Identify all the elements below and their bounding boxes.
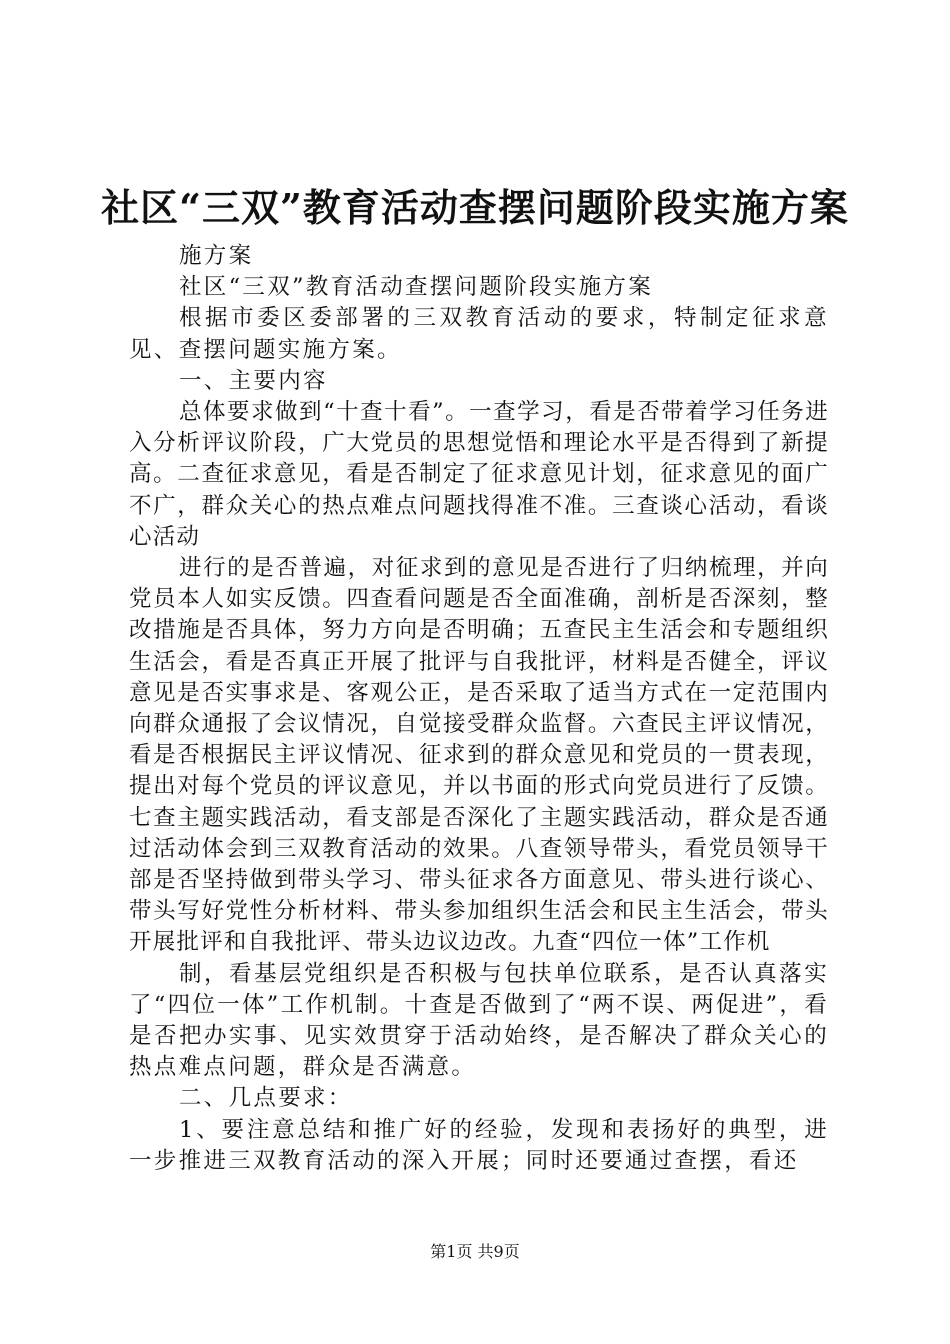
paragraph-mechanism: 制，看基层党组织是否积极与包扶单位联系，是否认真落实了“四位一体”工作机制。十查是否做到了“两不误、两促进”，看是否把办实事、见实效贯穿于活动始终，是否解决了群众关心的热点难点问题，群众是否满意。 <box>129 960 830 1081</box>
document-body <box>129 241 829 1177</box>
section-heading-main-content: 一、主要内容 <box>179 367 328 394</box>
section-heading-requirements: 二、几点要求： <box>179 1085 353 1112</box>
paragraph-checks: 进行的是否普遍，对征求到的意见是否进行了归纳梳理，并向党员本人如实反馈。四查看问题是否全面准确，剖析是否深刻，整改措施是否具体，努力方向是否明确；五查民主生活会和专题组织生活会，看是否真正开展了批评与自我批评，材料是否健全，评议意见是否实事求是、客观公正，是否采取了适当方式在一定范围内向群众通报了会议情况，自觉接受群众监督。六查民主评议情况，看是否根据民主评议情况、征求到的群众意见和党员的一贯表现，提出对每个党员的评议意见，并以书面的形式向党员进行了反馈。七查主题实践活动，看支部是否深化了主题实践活动，群众是否通过活动体会到三双教育活动的效果。八查领导带头，看党员领导干部是否坚持做到带头学习、带头征求各方面意见、带头进行谈心、带头写好党性分析材料、带头参加组织生活会和民主生活会，带头开展批评和自我批评、带头边议边改。九查“四位一体”工作机 <box>129 555 829 956</box>
page-number-footer: 第1页 共9页 <box>430 1242 520 1261</box>
document-title: 社区“三双”教育活动查摆问题阶段实施方案 <box>101 185 849 230</box>
paragraph-intro: 根据市委区委部署的三双教育活动的要求，特制定征求意见、查摆问题实施方案。 <box>129 305 829 363</box>
paragraph-subtitle-fragment: 施方案 <box>179 243 254 269</box>
paragraph-requirement-1: 1、要注意总结和推广好的经验，发现和表扬好的典型，进一步推进三双教育活动的深入开展；同时还要通过查摆，看还 <box>129 1116 829 1174</box>
paragraph-subtitle: 社区“三双”教育活动查摆问题阶段实施方案 <box>179 274 654 301</box>
paragraph-requirements: 总体要求做到“十查十看”。一查学习，看是否带着学习任务进入分析评议阶段，广大党员的思想觉悟和理论水平是否得到了新提高。二查征求意见，看是否制定了征求意见计划，征求意见的面广不广，群众关心的热点难点问题找得准不准。三查谈心活动，看谈心活动 <box>129 399 829 550</box>
